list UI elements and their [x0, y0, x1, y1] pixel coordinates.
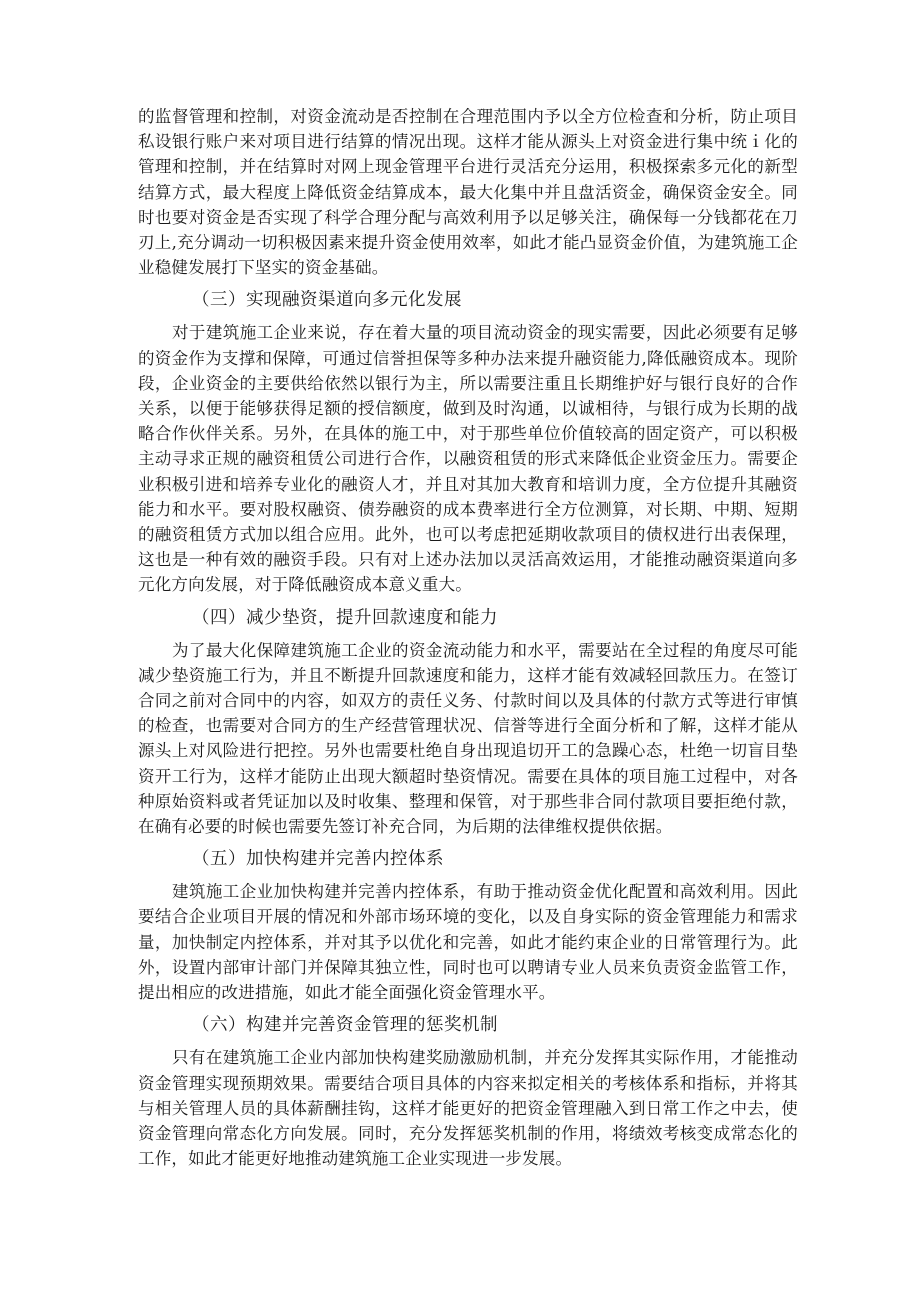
paragraph-section-4: 为了最大化保障建筑施工企业的资金流动能力和水平，需要站在全过程的角度尽可能减少垫资施工行为，并且不断提升回款速度和能力，这样才能有效减轻回款压力。在签订合同之前对合同中的内容，如双方的责任义务、付款时间以及具体的付款方式等进行审慎的检查，也需要对合同方的生产经营管理状况、信誉等进行全面分析和了解，这样才能从源头上对风险进行把控。另外也需要杜绝自身出现追切开工的急躁心态，杜绝一切盲目垫资开工行为，这样才能防止出现大额超时垫资情况。需要在具体的项目施工过程中，对各种原始资料或者凭证加以及时收集、整理和保管，对于那些非合同付款项目要拒绝付款，在确有必要的时候也需要先签订补充合同，为后期的法律维权提供依据。 [138, 640, 798, 837]
paragraph-section-6: 只有在建筑施工企业内部加快构建奖励激励机制，并充分发挥其实际作用，才能推动资金管理实现预期效果。需要结合项目具体的内容来拟定相关的考核体系和指标，并将其与相关管理人员的具体薪酬挂钩，这样才能更好的把资金管理融入到日常工作之中去，使资金管理向常态化方向发展。同时，充分发挥惩奖机制的作用，将绩效考核变成常态化的工作，如此才能更好地推动建筑施工企业实现进一步发展。 [138, 1048, 798, 1169]
section-heading-3: （三）实现融资渠道向多元化发展 [192, 290, 462, 311]
document-body [138, 104, 798, 1171]
paragraph-section-3: 对于建筑施工企业来说，存在着大量的项目流动资金的现实需要，因此必须要有足够的资金作为支撑和保障，可通过信誉担保等多种办法来提升融资能力,降低融资成本。现阶段，企业资金的主要供给依然以银行为主，所以需要注重且长期维护好与银行良好的合作关系，以便于能够获得足额的授信额度，做到及时沟通，以诚相待，与银行成为长期的战略合作伙伴关系。另外，在具体的施工中，对于那些单位价值较高的固定资产，可以积极主动寻求正规的融资租赁公司进行合作，以融资租赁的形式来降低企业资金压力。需要企业积极引进和培养专业化的融资人才，并且对其加大教育和培训力度，全方位提升其融资能力和水平。要对股权融资、债券融资的成本费率进行全方位测算，对长期、中期、短期的融资租赁方式加以组合应用。此外，也可以考虑把延期收款项目的债权进行出表保理，这也是一种有效的融资手段。只有对上述办法加以灵活高效运用，才能推动融资渠道向多元化方向发展，对于降低融资成本意义重大。 [138, 323, 798, 595]
paragraph-continued: 的监督管理和控制，对资金流动是否控制在合理范围内予以全方位检查和分析，防止项目私设银行账户来对项目进行结算的情况出现。这样才能从源头上对资金进行集中统ｉ化的管理和控制，并在结算时对网上现金管理平台进行灵活充分运用，积极探索多元化的新型结算方式，最大程度上降低资金结算成本，最大化集中并且盘活资金，确保资金安全。同时也要对资金是否实现了科学合理分配与高效利用予以足够关注，确保每一分钱都花在刀刃上,充分调动一切积极因素来提升资金使用效率，如此才能凸显资金价值，为建筑施工企业稳健发展打下坚实的资金基础。 [138, 107, 798, 278]
section-heading-4: （四）减少垫资，提升回款速度和能力 [192, 607, 498, 628]
section-heading-5: （五）加快构建并完善内控体系 [192, 849, 444, 870]
section-heading-6: （六）构建并完善资金管理的惩奖机制 [192, 1015, 498, 1036]
paragraph-section-5: 建筑施工企业加快构建并完善内控体系，有助于推动资金优化配置和高效利用。因此要结合企业项目开展的情况和外部市场环境的变化，以及自身实际的资金管理能力和需求量，加快制定内控体系，并对其予以优化和完善，如此才能约束企业的日常管理行为。此外，设置内部审计部门并保障其独立性，同时也可以聘请专业人员来负责资金监管工作，提出相应的改进措施，如此才能全面强化资金管理水平。 [138, 882, 798, 1003]
